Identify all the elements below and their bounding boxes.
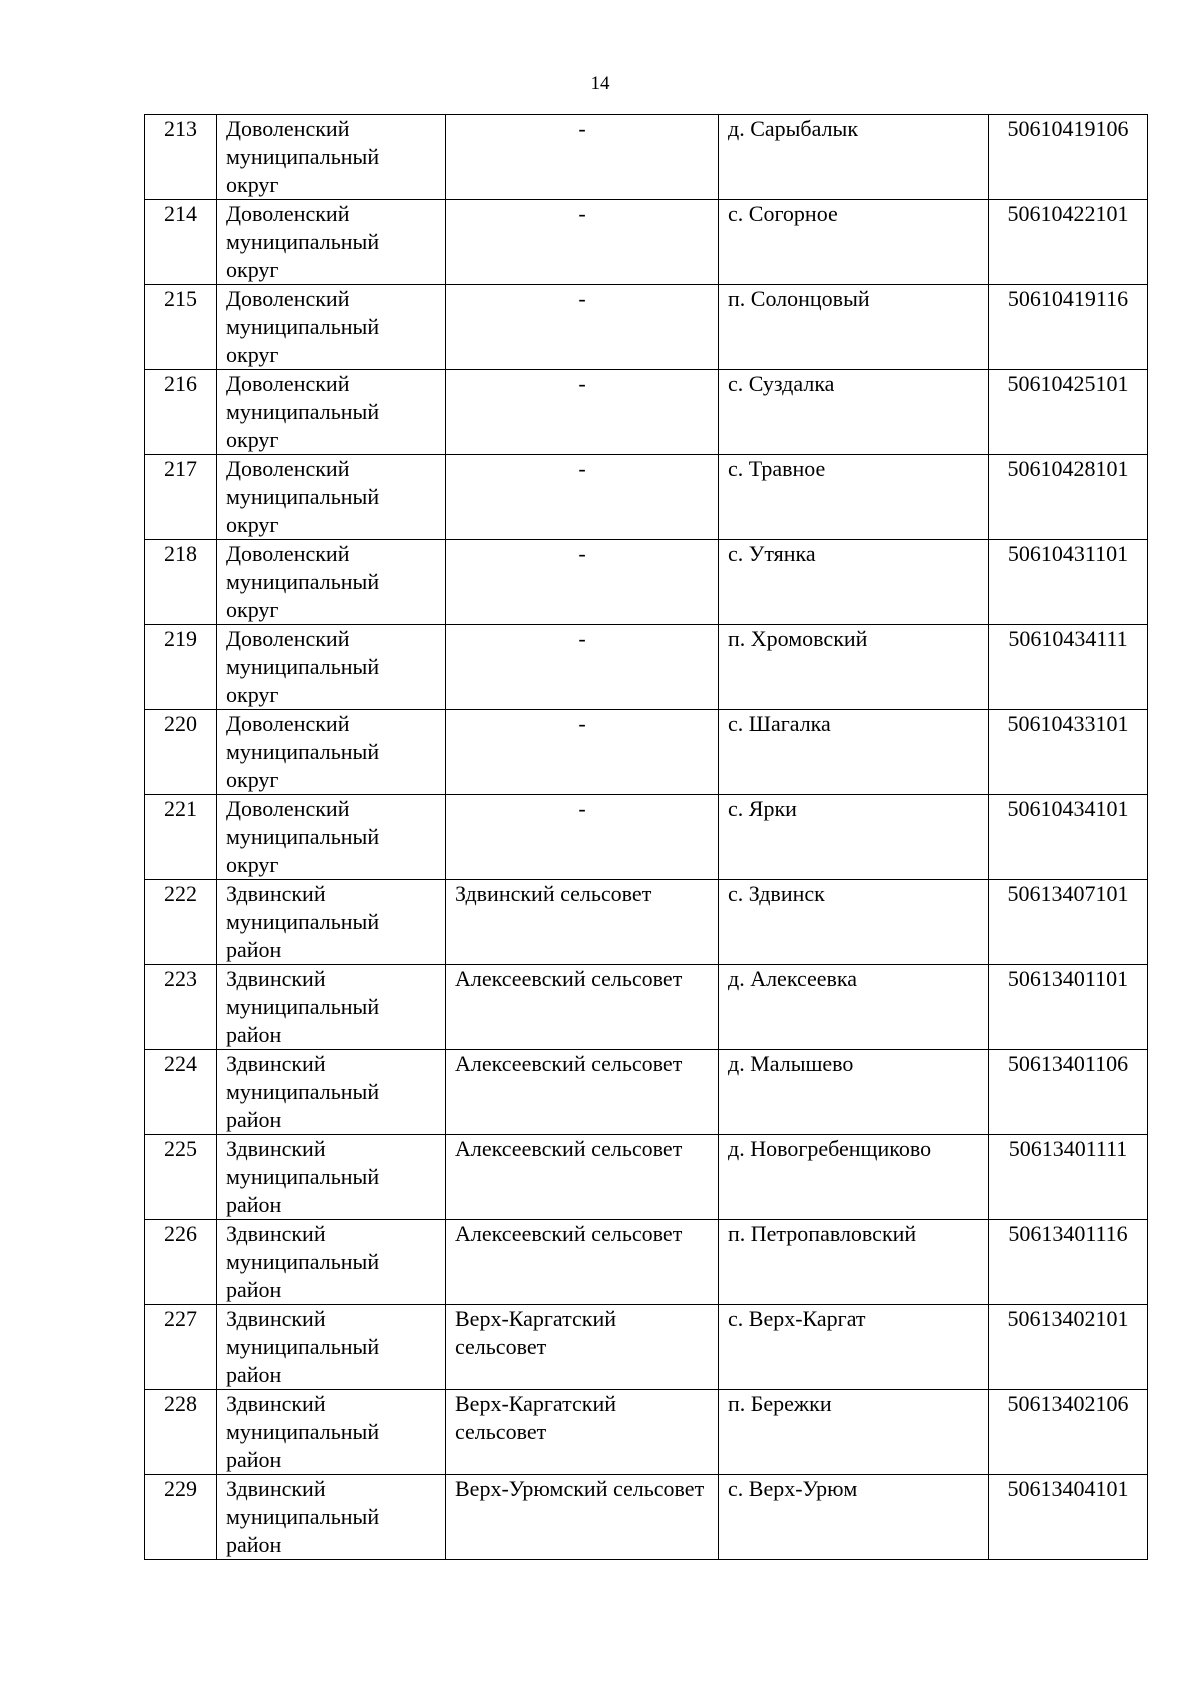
- settlement-cell: Алексеевский сельсовет: [446, 1220, 719, 1305]
- table-row: [145, 1050, 1148, 1135]
- settlements-table: [144, 114, 1148, 1560]
- row-number-cell: 216: [145, 370, 217, 455]
- settlement-cell: -: [446, 115, 719, 200]
- municipality-cell: Здвинский муниципальный район: [217, 1390, 446, 1475]
- locality-cell: с. Шагалка: [719, 710, 989, 795]
- oktmo-code-cell: 50613401106: [989, 1050, 1148, 1135]
- row-number-cell: 224: [145, 1050, 217, 1135]
- settlement-cell: -: [446, 625, 719, 710]
- settlement-cell: -: [446, 455, 719, 540]
- oktmo-code-cell: 50610425101: [989, 370, 1148, 455]
- settlement-cell: -: [446, 540, 719, 625]
- oktmo-code-cell: 50613402101: [989, 1305, 1148, 1390]
- municipality-cell: Доволенский муниципальный округ: [217, 115, 446, 200]
- row-number-cell: 227: [145, 1305, 217, 1390]
- table-row: [145, 200, 1148, 285]
- oktmo-code-cell: 50613401111: [989, 1135, 1148, 1220]
- municipality-cell: Здвинский муниципальный район: [217, 1475, 446, 1560]
- table-row: [145, 1220, 1148, 1305]
- locality-cell: с. Верх-Каргат: [719, 1305, 989, 1390]
- municipality-cell: Доволенский муниципальный округ: [217, 200, 446, 285]
- settlement-cell: Алексеевский сельсовет: [446, 1135, 719, 1220]
- settlement-cell: Алексеевский сельсовет: [446, 1050, 719, 1135]
- table-row: [145, 1305, 1148, 1390]
- table-row: [145, 965, 1148, 1050]
- row-number-cell: 219: [145, 625, 217, 710]
- table-row: [145, 1135, 1148, 1220]
- locality-cell: д. Сарыбалык: [719, 115, 989, 200]
- oktmo-code-cell: 50610434101: [989, 795, 1148, 880]
- table-body: [145, 115, 1148, 1560]
- oktmo-code-cell: 50610428101: [989, 455, 1148, 540]
- locality-cell: с. Ярки: [719, 795, 989, 880]
- oktmo-code-cell: 50613402106: [989, 1390, 1148, 1475]
- settlement-cell: -: [446, 795, 719, 880]
- table-row: [145, 285, 1148, 370]
- row-number-cell: 215: [145, 285, 217, 370]
- settlement-cell: Здвинский сельсовет: [446, 880, 719, 965]
- settlement-cell: Алексеевский сельсовет: [446, 965, 719, 1050]
- row-number-cell: 226: [145, 1220, 217, 1305]
- municipality-cell: Здвинский муниципальный район: [217, 880, 446, 965]
- municipality-cell: Здвинский муниципальный район: [217, 1050, 446, 1135]
- row-number-cell: 214: [145, 200, 217, 285]
- locality-cell: с. Согорное: [719, 200, 989, 285]
- municipality-cell: Здвинский муниципальный район: [217, 1220, 446, 1305]
- oktmo-code-cell: 50613407101: [989, 880, 1148, 965]
- locality-cell: с. Утянка: [719, 540, 989, 625]
- table-row: [145, 625, 1148, 710]
- settlement-cell: -: [446, 285, 719, 370]
- oktmo-code-cell: 50610422101: [989, 200, 1148, 285]
- settlement-cell: -: [446, 370, 719, 455]
- municipality-cell: Здвинский муниципальный район: [217, 965, 446, 1050]
- row-number-cell: 225: [145, 1135, 217, 1220]
- table-row: [145, 115, 1148, 200]
- locality-cell: с. Суздалка: [719, 370, 989, 455]
- oktmo-code-cell: 50610431101: [989, 540, 1148, 625]
- municipality-cell: Здвинский муниципальный район: [217, 1305, 446, 1390]
- table-row: [145, 370, 1148, 455]
- settlement-cell: Верх-Каргатский сельсовет: [446, 1390, 719, 1475]
- row-number-cell: 228: [145, 1390, 217, 1475]
- settlement-cell: Верх-Урюмский сельсовет: [446, 1475, 719, 1560]
- settlement-cell: Верх-Каргатский сельсовет: [446, 1305, 719, 1390]
- municipality-cell: Доволенский муниципальный округ: [217, 795, 446, 880]
- table-row: [145, 1475, 1148, 1560]
- locality-cell: п. Солонцовый: [719, 285, 989, 370]
- locality-cell: п. Петропавловский: [719, 1220, 989, 1305]
- municipality-cell: Доволенский муниципальный округ: [217, 455, 446, 540]
- settlement-cell: -: [446, 200, 719, 285]
- locality-cell: п. Бережки: [719, 1390, 989, 1475]
- locality-cell: д. Новогребенщиково: [719, 1135, 989, 1220]
- locality-cell: с. Травное: [719, 455, 989, 540]
- page-number: 14: [590, 73, 610, 94]
- row-number-cell: 223: [145, 965, 217, 1050]
- table-row: [145, 1390, 1148, 1475]
- table-row: [145, 455, 1148, 540]
- oktmo-code-cell: 50613401116: [989, 1220, 1148, 1305]
- locality-cell: с. Здвинск: [719, 880, 989, 965]
- row-number-cell: 213: [145, 115, 217, 200]
- row-number-cell: 218: [145, 540, 217, 625]
- locality-cell: с. Верх-Урюм: [719, 1475, 989, 1560]
- oktmo-code-cell: 50610419116: [989, 285, 1148, 370]
- settlement-cell: -: [446, 710, 719, 795]
- table-row: [145, 880, 1148, 965]
- row-number-cell: 229: [145, 1475, 217, 1560]
- oktmo-code-cell: 50610433101: [989, 710, 1148, 795]
- oktmo-code-cell: 50610434111: [989, 625, 1148, 710]
- municipality-cell: Доволенский муниципальный округ: [217, 625, 446, 710]
- row-number-cell: 217: [145, 455, 217, 540]
- municipality-cell: Доволенский муниципальный округ: [217, 370, 446, 455]
- municipality-cell: Доволенский муниципальный округ: [217, 540, 446, 625]
- municipality-cell: Доволенский муниципальный округ: [217, 285, 446, 370]
- municipality-cell: Доволенский муниципальный округ: [217, 710, 446, 795]
- table-row: [145, 795, 1148, 880]
- oktmo-code-cell: 50613401101: [989, 965, 1148, 1050]
- municipality-cell: Здвинский муниципальный район: [217, 1135, 446, 1220]
- row-number-cell: 221: [145, 795, 217, 880]
- locality-cell: д. Алексеевка: [719, 965, 989, 1050]
- oktmo-code-cell: 50613404101: [989, 1475, 1148, 1560]
- locality-cell: п. Хромовский: [719, 625, 989, 710]
- row-number-cell: 220: [145, 710, 217, 795]
- locality-cell: д. Малышево: [719, 1050, 989, 1135]
- table-row: [145, 710, 1148, 795]
- oktmo-code-cell: 50610419106: [989, 115, 1148, 200]
- row-number-cell: 222: [145, 880, 217, 965]
- table-row: [145, 540, 1148, 625]
